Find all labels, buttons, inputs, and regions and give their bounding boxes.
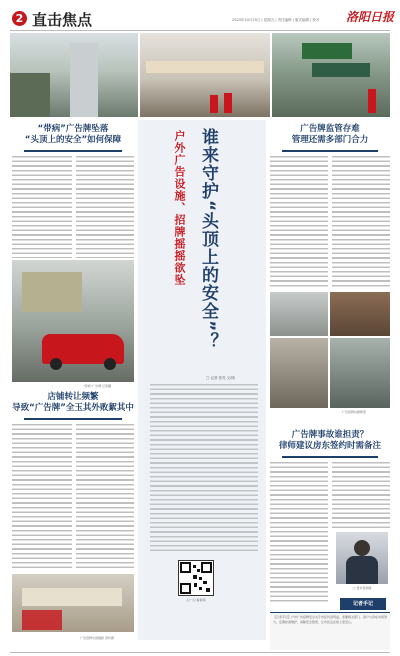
article-1-title-line2: “头顶上的安全”如何保障 [24,135,122,145]
photo-sign-frame-2 [330,292,390,336]
article-4-body-col1 [270,462,328,602]
article-2-body-col2 [76,424,134,570]
article-1-body-col2 [76,156,134,258]
article-4-title-line2: 律师建议房东签约时需备注 [278,441,381,451]
caption-sign: 广告招牌边框断裂 [341,410,366,414]
header-meta: 2024年10月25日 | 星期五 | 责任编辑 | 版式编辑 | 校对 [232,18,320,22]
article-3-title-line2: 管理还需多部门合力 [291,135,369,145]
article-2-title-line1: 店铺转让频繁 [47,392,99,402]
photo-building-left [10,33,138,117]
footer-note: 【记者手记】户外广告招牌安全关乎市民切身利益，需要相关部门、商户与房东共同努力，定期检查维护，消除安全隐患，让市民走在街上更安心。 [273,615,388,624]
footer-note-box [270,612,390,650]
photo-shop-sign [12,574,134,632]
newspaper-logo: 洛阳日报 [346,10,395,24]
qr-code-icon [179,561,213,595]
header-rule [10,30,390,31]
article-1-title-line1: “带病”广告牌坠落 [37,124,109,134]
article-4-title-rule [282,456,378,458]
page-number-badge: 2 [12,11,27,26]
center-reporter-line: □ 记者 张亮 文/图 [206,376,235,380]
footer-badge: 记者手记 [340,598,386,610]
photo-sign-frame-4 [330,338,390,408]
center-intro-body [150,384,258,552]
section-title: 直击焦点 [32,11,93,29]
article-3-title-rule [282,150,378,152]
photo-sign-frame-1 [270,292,328,336]
photo-lawyer [336,532,388,584]
article-4-title-line1: 广告牌事故谁担责？ [291,430,369,440]
photo-street-signs [272,33,390,117]
article-2-title-rule [24,418,122,420]
article-1-title [12,124,134,146]
photo-sign-frame-3 [270,338,328,408]
article-3-body-col1 [270,156,328,288]
article-2-title [12,392,134,414]
caption-shop: 广告招牌出现破损 资料图 [80,636,114,640]
article-2-body-col1 [12,424,72,570]
page-bottom-rule [10,652,390,653]
center-main-title: 谁来守护“头顶上的安全”？ [198,128,218,351]
article-3-body-col2 [332,156,390,288]
qr-code[interactable] [178,560,214,596]
article-4-body-col2 [332,462,390,530]
photo-car-damaged-sign [12,260,134,382]
photo-storefront [140,33,270,117]
article-4-title [270,430,390,452]
caption-car: “带病”广告牌 记者摄 [82,384,112,388]
article-1-body-col1 [12,156,72,258]
article-1-title-rule [24,150,122,152]
article-2-title-line2: 导致“广告牌”全玉其外败絮其中 [12,403,134,413]
qr-caption: 扫一扫 看视频 [186,598,206,602]
caption-lawyer: □ 受访者供图 [352,586,372,590]
article-3-title-line1: 广告牌监管存难 [300,124,360,134]
center-sub-title: 户外广告设施、招牌摇摇欲坠 [173,130,186,286]
article-3-title [270,124,390,146]
